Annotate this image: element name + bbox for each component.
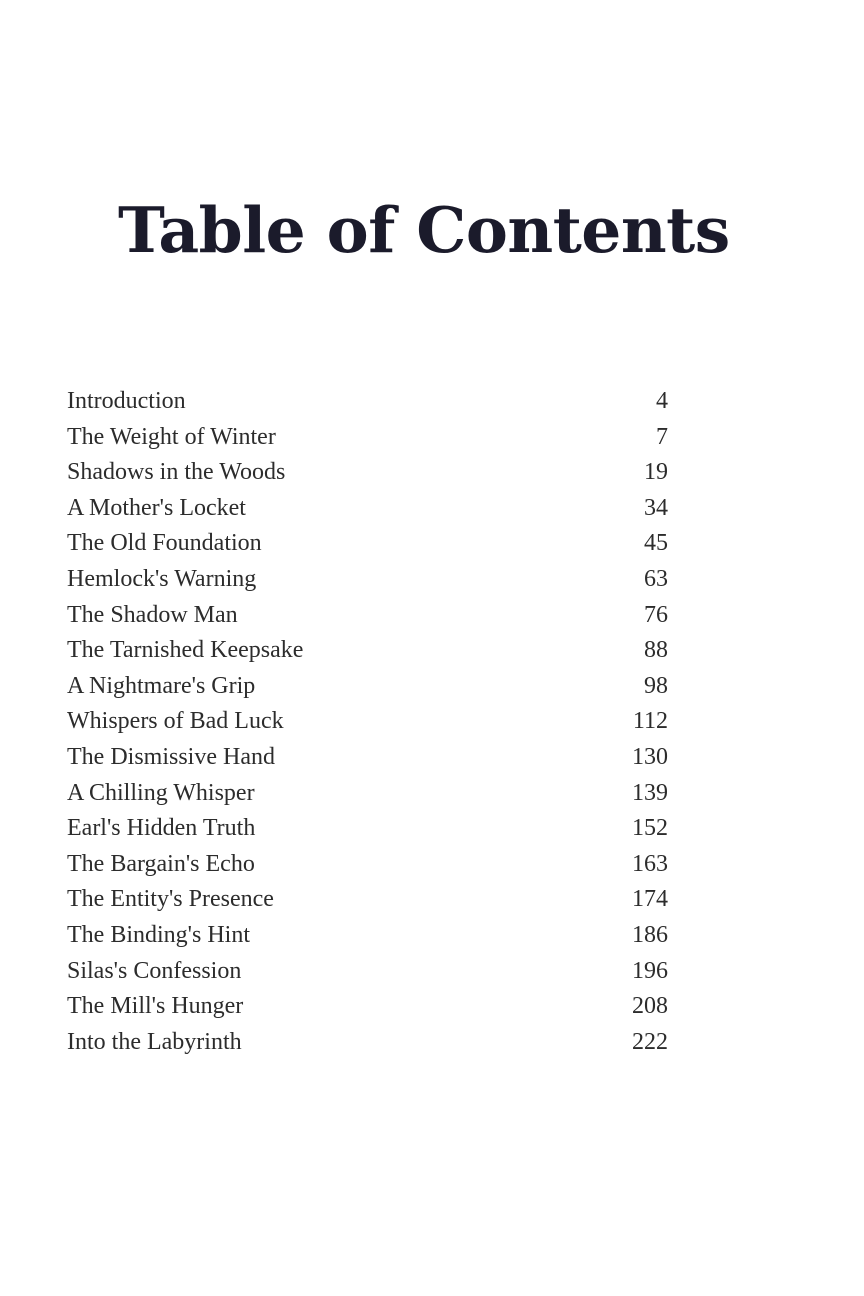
toc-entry-page-number: 112 bbox=[632, 708, 668, 735]
toc-entry bbox=[67, 954, 668, 990]
toc-entry-title: Shadows in the Woods bbox=[67, 459, 286, 486]
toc-entry-page-number: 76 bbox=[644, 601, 668, 628]
toc-entry bbox=[67, 384, 668, 420]
toc-entry-title: Hemlock's Warning bbox=[67, 565, 257, 592]
toc-entry bbox=[67, 420, 668, 456]
toc-entry-title: Silas's Confession bbox=[67, 957, 242, 984]
toc-entry bbox=[67, 847, 668, 883]
toc-entry bbox=[67, 989, 668, 1025]
toc-entry-page-number: 196 bbox=[632, 957, 668, 984]
toc-entry-page-number: 152 bbox=[632, 815, 668, 842]
toc-entry-page-number: 19 bbox=[644, 459, 668, 486]
toc-entry-page-number: 98 bbox=[644, 672, 668, 699]
toc-entry bbox=[67, 918, 668, 954]
toc-entry-page-number: 34 bbox=[644, 494, 668, 521]
toc-entry-page-number: 139 bbox=[632, 779, 668, 806]
toc-entry bbox=[67, 1025, 668, 1061]
toc-entry-title: The Entity's Presence bbox=[67, 886, 274, 913]
toc-entry-page-number: 186 bbox=[632, 921, 668, 948]
toc-entry-page-number: 4 bbox=[656, 388, 668, 414]
toc-entry-page-number: 208 bbox=[632, 993, 668, 1020]
toc-entry-page-number: 88 bbox=[644, 637, 668, 664]
toc-entry bbox=[67, 633, 668, 669]
toc-entry bbox=[67, 704, 668, 740]
toc-entry-page-number: 63 bbox=[644, 565, 668, 592]
toc-entry-title: The Tarnished Keepsake bbox=[67, 637, 304, 664]
toc-entry-page-number: 45 bbox=[644, 530, 668, 557]
toc-entry-title: Into the Labyrinth bbox=[67, 1028, 242, 1055]
toc-entry bbox=[67, 776, 668, 812]
toc-entry bbox=[67, 669, 668, 705]
toc-entry-title: Whispers of Bad Luck bbox=[67, 708, 284, 735]
toc-entry bbox=[67, 882, 668, 918]
toc-entry bbox=[67, 491, 668, 527]
toc-entry-title: Earl's Hidden Truth bbox=[67, 815, 256, 842]
toc-entry bbox=[67, 455, 668, 491]
toc-entry-title: Introduction bbox=[67, 388, 186, 414]
toc-entry-title: The Mill's Hunger bbox=[67, 993, 244, 1020]
toc-entry bbox=[67, 526, 668, 562]
toc-entry-title: The Dismissive Hand bbox=[67, 743, 275, 770]
toc-entry bbox=[67, 562, 668, 598]
toc-entry-title: The Shadow Man bbox=[67, 601, 238, 628]
toc-entry bbox=[67, 811, 668, 847]
toc-list bbox=[67, 384, 668, 1060]
toc-entry bbox=[67, 740, 668, 776]
toc-entry-page-number: 222 bbox=[632, 1028, 668, 1055]
toc-entry-title: A Mother's Locket bbox=[67, 494, 246, 521]
toc-entry bbox=[67, 598, 668, 634]
toc-entry-title: The Old Foundation bbox=[67, 530, 262, 557]
toc-entry-page-number: 163 bbox=[632, 850, 668, 877]
page-title: Table of Contents bbox=[118, 193, 730, 267]
toc-entry-page-number: 7 bbox=[656, 423, 668, 450]
toc-entry-title: A Nightmare's Grip bbox=[67, 672, 256, 699]
toc-entry-page-number: 130 bbox=[632, 743, 668, 770]
toc-entry-page-number: 174 bbox=[632, 886, 668, 913]
toc-entry-title: The Weight of Winter bbox=[67, 423, 276, 450]
toc-entry-title: The Binding's Hint bbox=[67, 921, 250, 948]
toc-entry-title: The Bargain's Echo bbox=[67, 850, 255, 877]
toc-entry-title: A Chilling Whisper bbox=[67, 779, 255, 806]
